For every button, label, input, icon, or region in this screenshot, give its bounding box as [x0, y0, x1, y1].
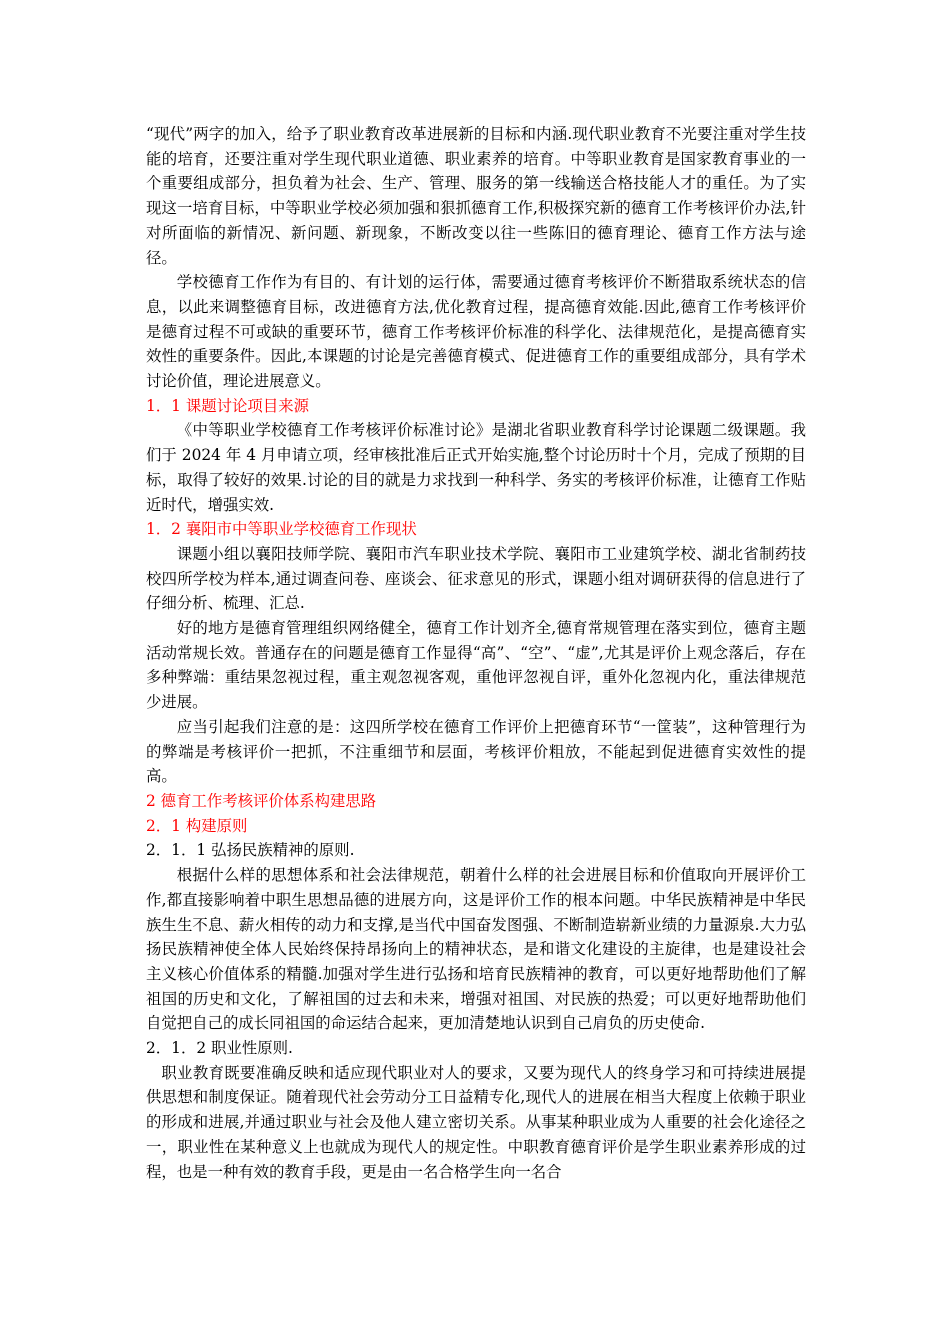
body-paragraph: 《中等职业学校德育工作考核评价标准讨论》是湖北省职业教育科学讨论课题二级课题。我们于 2024 年 4 月申请立项，经审核批准后正式开始实施,整个讨论历时十个月，完成了预期的目标，取得了较好的效果.讨论的目的就是力求找到一种科学、务实的考核评价标准，让德育工作贴近时代，增强实效. — [146, 421, 806, 514]
section-heading: 1．1 课题讨论项目来源 — [146, 396, 309, 415]
section-heading: 1．2 襄阳市中等职业学校德育工作现状 — [146, 520, 417, 539]
subsection-heading: 2．1．2 职业性原则. — [146, 1039, 293, 1058]
section-heading: 2．1 构建原则 — [146, 816, 248, 835]
body-paragraph: 课题小组以襄阳技师学院、襄阳市汽车职业技术学院、襄阳市工业建筑学校、湖北省制药技校四所学校为样本,通过调查问卷、座谈会、征求意见的形式，课题小组对调研获得的信息进行了仔细分析、梳理、汇总. — [146, 544, 806, 613]
subsection-heading: 2．1．1 弘扬民族精神的原则. — [146, 841, 355, 860]
body-paragraph: 应当引起我们注意的是：这四所学校在德育工作评价上把德育环节“一筐装”，这种管理行为的弊端是考核评价一把抓，不注重细节和层面，考核评价粗放，不能起到促进德育实效性的提高。 — [146, 717, 806, 786]
body-paragraph: 学校德育工作作为有目的、有计划的运行体，需要通过德育考核评价不断猎取系统状态的信息，以此来调整德育目标，改进德育方法,优化教育过程，提高德育效能.因此,德育工作考核评价是德育过程不可或缺的重要环节，德育工作考核评价标准的科学化、法律规范化，是提高德育实效性的重要条件。因此,本课题的讨论是完善德育模式、促进德育工作的重要组成部分，具有学术讨论价值，理论进展意义。 — [146, 273, 806, 391]
body-paragraph: 职业教育既要准确反映和适应现代职业对人的要求，又要为现代人的终身学习和可持续进展提供思想和制度保证。随着现代社会劳动分工日益精专化,现代人的进展在相当大程度上依赖于职业的形成和进展,并通过职业与社会及他人建立密切关系。从事某种职业成为人重要的社会化途径之一，职业性在某种意义上也就成为现代人的规定性。中职教育德育评价是学生职业素养形成的过程，也是一种有效的教育手段，更是由一名合格学生向一名合 — [146, 1063, 806, 1181]
section-heading: 2 德育工作考核评价体系构建思路 — [146, 791, 377, 810]
body-paragraph: 好的地方是德育管理组织网络健全，德育工作计划齐全,德育常规管理在落实到位，德育主题活动常规长效。普通存在的问题是德育工作显得“高”、“空”、“虚”,尤其是评价上观念落后，存在多种弊端：重结果忽视过程，重主观忽视客观，重他评忽视自评，重外化忽视内化，重法律规范少进展。 — [146, 619, 806, 712]
body-paragraph: 根据什么样的思想体系和社会法律规范，朝着什么样的社会进展目标和价值取向开展评价工作,都直接影响着中职生思想品德的进展方向，这是评价工作的根本问题。中华民族精神是中华民族生生不息、薪火相传的动力和支撑,是当代中国奋发图强、不断制造崭新业绩的力量源泉.大力弘扬民族精神使全体人民始终保持昂扬向上的精神状态，是和谐文化建设的主旋律，也是建设社会主义核心价值体系的精髓.加强对学生进行弘扬和培育民族精神的教育，可以更好地帮助他们了解祖国的历史和文化，了解祖国的过去和未来，增强对祖国、对民族的热爱；可以更好地帮助他们自觉把自己的成长同祖国的命运结合起来，更加清楚地认识到自己肩负的历史使命. — [146, 866, 806, 1033]
body-paragraph: “现代”两字的加入，给予了职业教育改革进展新的目标和内涵.现代职业教育不光要注重对学生技能的培育，还要注重对学生现代职业道德、职业素养的培育。中等职业教育是国家教育事业的一个重要组成部分，担负着为社会、生产、管理、服务的第一线输送合格技能人才的重任。为了实现这一培育目标，中等职业学校必须加强和狠抓德育工作,积极探究新的德育工作考核评价办法,针对所面临的新情况、新问题、新现象，不断改变以往一些陈旧的德育理论、德育工作方法与途径。 — [146, 125, 806, 267]
document-page — [146, 122, 806, 1184]
